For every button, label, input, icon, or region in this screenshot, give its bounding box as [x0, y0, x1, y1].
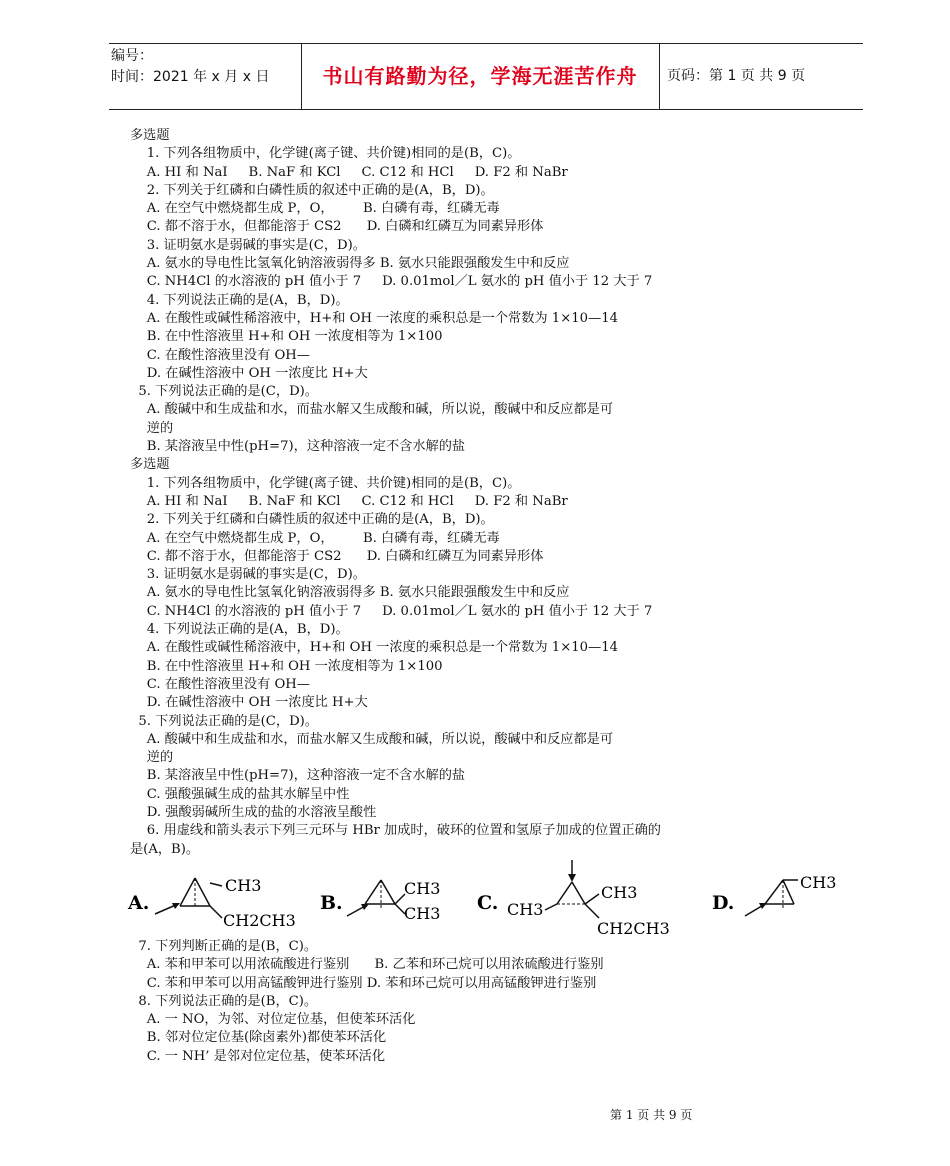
text-line: A. 在空气中燃烧都生成 P，O， B. 白磷有毒，红磷无毒 — [130, 201, 500, 217]
text-line: A. HI 和 NaI B. NaF 和 KCl C. C12 和 HCl D. F2 和 NaBr — [130, 493, 568, 509]
text-line: A. 一 NO，为邻、对位定位基，但使苯环活化 — [130, 1012, 416, 1028]
text-line: 多选题 — [130, 457, 170, 473]
figure-c-label: C. — [477, 892, 499, 914]
text-line: B. 某溶液呈中性(pH=7)，这种溶液一定不含水解的盐 — [130, 439, 466, 455]
text-line: D. 在碱性溶液中 OH 一浓度比 H+大 — [130, 365, 368, 381]
page-footer: 第 1 页 共 9 页 — [610, 1108, 693, 1122]
text-line: 2. 下列关于红磷和白磷性质的叙述中正确的是(A，B，D)。 — [130, 512, 494, 528]
text-line: C. 在酸性溶液里没有 OH— — [130, 347, 310, 363]
figure-c-ch3-left: CH3 — [507, 900, 544, 919]
figure-a-structure — [125, 858, 295, 938]
figure-c — [475, 858, 675, 940]
figure-c-structure — [475, 858, 675, 940]
text-line: 1. 下列各组物质中，化学键(离子键、共价键)相同的是(B，C)。 — [130, 475, 521, 491]
text-line: 3. 证明氨水是弱碱的事实是(C，D)。 — [130, 237, 366, 253]
figure-b-label: B. — [320, 892, 343, 914]
text-line: 5. 下列说法正确的是(C，D)。 — [130, 713, 318, 729]
text-line: C. 在酸性溶液里没有 OH— — [130, 676, 310, 692]
cyclopropane-figures — [125, 858, 845, 940]
text-line: 2. 下列关于红磷和白磷性质的叙述中正确的是(A，B，D)。 — [130, 182, 494, 198]
text-line: 多选题 — [130, 128, 170, 143]
figure-b-ch3-bottom: CH3 — [404, 904, 441, 923]
text-line: 7. 下列判断正确的是(B，C)。 — [130, 939, 318, 954]
text-line: 5. 下列说法正确的是(C，D)。 — [130, 384, 318, 400]
figure-d — [710, 858, 845, 938]
text-line: C. NH4Cl 的水溶液的 pH 值小于 7 D. 0.01mol／L 氨水的 pH 值小于 12 大于 7 — [130, 274, 653, 290]
text-line: B. 在中性溶液里 H+和 OH 一浓度相等为 1×100 — [130, 658, 443, 674]
text-line: C. 一 NH’ 是邻对位定位基，使苯环活化 — [130, 1048, 386, 1064]
header-divider-right — [659, 44, 660, 109]
text-line: A. 在酸性或碱性稀溶液中，H+和 OH 一浓度的乘积总是一个常数为 1×10—14 — [130, 310, 618, 326]
figure-b — [315, 858, 455, 938]
text-line: 3. 证明氨水是弱碱的事实是(C，D)。 — [130, 567, 366, 583]
text-line: D. 强酸弱碱所生成的盐的水溶液呈酸性 — [130, 804, 377, 820]
text-line: 4. 下列说法正确的是(A，B，D)。 — [130, 292, 349, 308]
text-line: 逆的 — [130, 750, 174, 766]
text-line: 逆的 — [130, 420, 174, 436]
header-meta — [111, 46, 301, 88]
text-line: 8. 下列说法正确的是(B，C)。 — [130, 993, 318, 1009]
text-line: 1. 下列各组物质中，化学键(离子键、共价键)相同的是(B，C)。 — [130, 146, 521, 162]
text-line: A. 在空气中燃烧都生成 P，O， B. 白磷有毒，红磷无毒 — [130, 530, 500, 546]
text-line: A. 在酸性或碱性稀溶液中，H+和 OH 一浓度的乘积总是一个常数为 1×10—14 — [130, 640, 618, 656]
text-line: 4. 下列说法正确的是(A，B，D)。 — [130, 622, 349, 638]
figure-b-structure — [315, 858, 455, 938]
figure-c-ch2ch3: CH2CH3 — [597, 919, 670, 938]
text-line: B. 邻对位定位基(除卤素外)都使苯环活化 — [130, 1030, 387, 1046]
text-line: D. 在碱性溶液中 OH 一浓度比 H+大 — [130, 695, 368, 711]
text-line: A. 酸碱中和生成盐和水，而盐水解又生成酸和碱，所以说，酸碱中和反应都是可 — [130, 402, 614, 418]
text-line: 6. 用虚线和箭头表示下列三元环与 HBr 加成时，破环的位置和氢原子加成的位置正确的 — [130, 823, 661, 839]
text-line: C. NH4Cl 的水溶液的 pH 值小于 7 D. 0.01mol／L 氨水的 pH 值小于 12 大于 7 — [130, 603, 653, 619]
text-line: A. 氨水的导电性比氢氧化钠溶液弱得多 B. 氨水只能跟强酸发生中和反应 — [130, 585, 570, 601]
number-label: 编号： — [111, 48, 153, 64]
question-text — [130, 127, 830, 859]
time-label: 时间：2021 年 x 月 x 日 — [111, 69, 270, 85]
text-line: B. 在中性溶液里 H+和 OH 一浓度相等为 1×100 — [130, 329, 443, 345]
figure-d-label: D. — [712, 892, 735, 914]
text-line: C. 都不溶于水，但都能溶于 CS2 D. 白磷和红磷互为同素异形体 — [130, 548, 544, 564]
page-header — [109, 43, 863, 110]
figure-a-ch2ch3: CH2CH3 — [223, 911, 295, 930]
text-line: 是(A，B)。 — [130, 841, 200, 857]
text-line: C. 都不溶于水，但都能溶于 CS2 D. 白磷和红磷互为同素异形体 — [130, 219, 544, 235]
figure-d-ch3: CH3 — [800, 873, 837, 892]
text-line: A. 苯和甲苯可以用浓硫酸进行鉴别 B. 乙苯和环己烷可以用浓硫酸进行鉴别 — [130, 957, 604, 973]
question-text-continued — [130, 938, 830, 1066]
figure-c-ch3-right: CH3 — [601, 883, 638, 902]
figure-a — [125, 858, 295, 938]
text-line: C. 苯和甲苯可以用高锰酸钾进行鉴别 D. 苯和环己烷可以用高锰酸钾进行鉴别 — [130, 975, 597, 991]
text-line: A. 氨水的导电性比氢氧化钠溶液弱得多 B. 氨水只能跟强酸发生中和反应 — [130, 256, 570, 272]
figure-d-structure — [710, 858, 845, 938]
text-line: C. 强酸强碱生成的盐其水解呈中性 — [130, 786, 350, 802]
figure-b-ch3-top: CH3 — [404, 879, 441, 898]
header-page-info: 页码：第 1 页 共 9 页 — [667, 68, 806, 84]
figure-a-ch3: CH3 — [225, 876, 262, 895]
text-line: B. 某溶液呈中性(pH=7)，这种溶液一定不含水解的盐 — [130, 768, 466, 784]
figure-a-label: A. — [128, 892, 150, 914]
text-line: A. 酸碱中和生成盐和水，而盐水解又生成酸和碱，所以说，酸碱中和反应都是可 — [130, 731, 614, 747]
text-line: A. HI 和 NaI B. NaF 和 KCl C. C12 和 HCl D. F2 和 NaBr — [130, 164, 568, 180]
header-motto: 书山有路勤为径，学海无涯苦作舟 — [322, 64, 638, 88]
